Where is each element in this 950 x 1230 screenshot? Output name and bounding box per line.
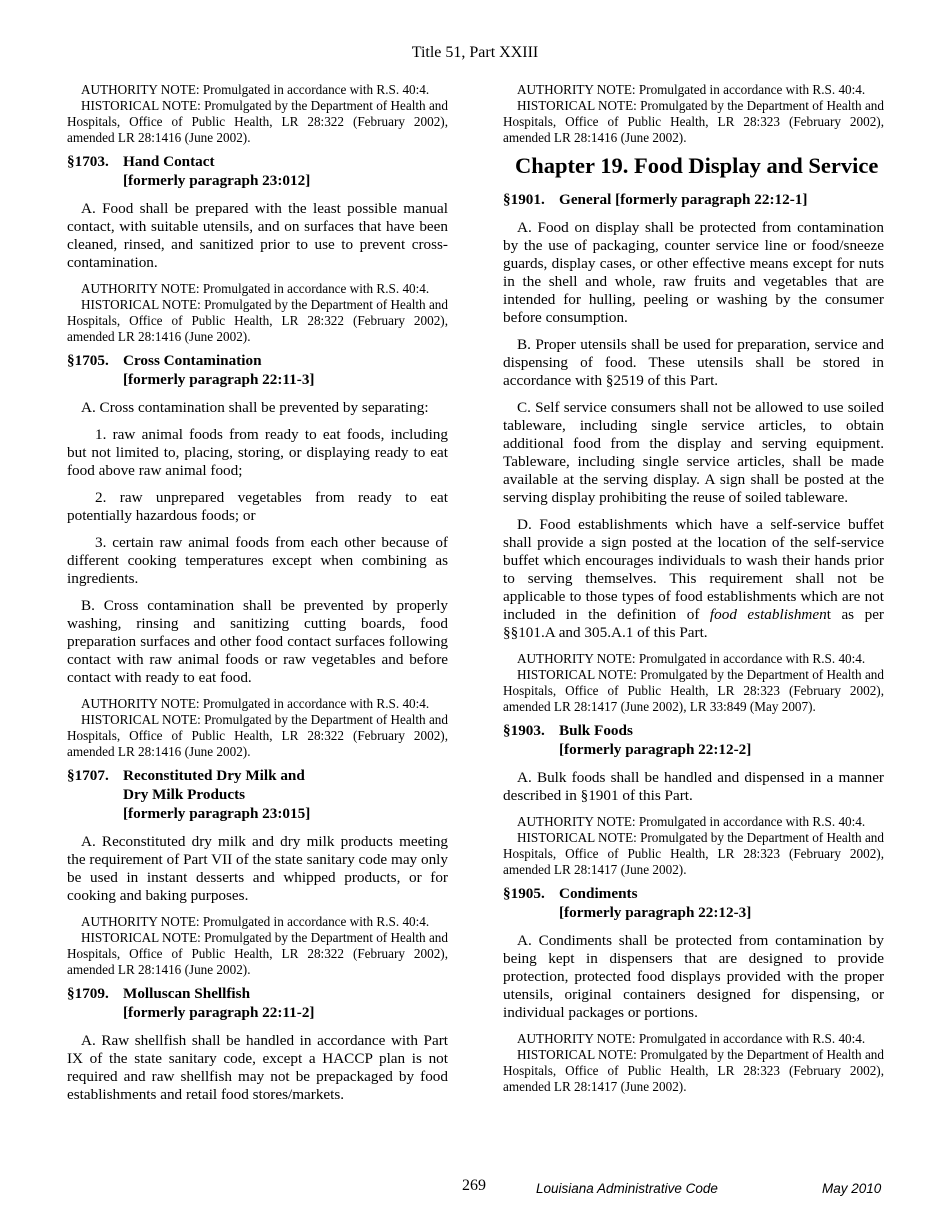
paragraph: C. Self service consumers shall not be allowed to use soiled tableware, including single service articles, to obtain additional food from the display and serving equipment. Tableware, including single service articles, shall be made available at the serving display. A sign shall be posted at the serving display prohibiting the reuse of soiled tableware. — [503, 399, 884, 506]
section-title-line: [formerly paragraph 22:11-2] — [123, 1004, 315, 1021]
authority-note: AUTHORITY NOTE: Promulgated in accordance with R.S. 40:4. — [517, 814, 866, 829]
section-number: §1905. — [503, 885, 545, 902]
publication-date: May 2010 — [822, 1181, 882, 1196]
note-group — [503, 814, 884, 878]
section-title-line: Bulk Foods — [559, 722, 633, 739]
section-title — [123, 351, 315, 389]
section-number: §1703. — [67, 153, 109, 170]
chapter-heading: Chapter 19. Food Display and Service — [515, 153, 879, 178]
section-title — [123, 766, 310, 823]
section-title-line: Condiments — [559, 885, 638, 902]
section-title-line: Molluscan Shellfish — [123, 985, 251, 1002]
section-number: §1705. — [67, 352, 109, 369]
historical-note: HISTORICAL NOTE: Promulgated by the Department of Health and Hospitals, Office of Public Health, LR 28:322 (February 2002), amended LR 28:1416 (June 2002). — [67, 98, 448, 145]
page-header-title: Title 51, Part XXIII — [411, 44, 539, 61]
section-number: §1901. — [503, 191, 545, 208]
right-column — [503, 82, 884, 1101]
section-heading-1705 — [67, 351, 448, 389]
paragraph: A. Condiments shall be protected from contamination by being kept in dispensers that are designed to provide protection, protected food displays provided with the proper utensils, original containers designed for dispensing, or individual packages or portions. — [503, 932, 884, 1021]
section-number: §1707. — [67, 767, 109, 784]
authority-note: AUTHORITY NOTE: Promulgated in accordance with R.S. 40:4. — [517, 651, 866, 666]
italic-term: food establishmen — [709, 606, 827, 623]
section-title-line: Cross Contamination — [123, 352, 262, 369]
authority-note: AUTHORITY NOTE: Promulgated in accordance with R.S. 40:4. — [517, 82, 866, 97]
paragraph: A. Reconstituted dry milk and dry milk products meeting the requirement of Part VII of the state sanitary code may only be used in instant desserts and whipped products, or for cooking and baking purposes. — [67, 833, 448, 904]
list-paragraph: 1. raw animal foods from ready to eat foods, including but not limited to, placing, storing, or displaying ready to eat food above raw animal food; — [67, 426, 448, 479]
note-group — [503, 1031, 884, 1095]
page-number: 269 — [462, 1177, 486, 1194]
section-heading-1903 — [503, 721, 884, 759]
historical-note: HISTORICAL NOTE: Promulgated by the Department of Health and Hospitals, Office of Public Health, LR 28:323 (February 2002), amended LR 28:1417 (June 2002). — [503, 830, 884, 877]
list-paragraph: 3. certain raw animal foods from each other because of different cooking temperatures except when combining as ingredients. — [67, 534, 448, 587]
authority-note: AUTHORITY NOTE: Promulgated in accordance with R.S. 40:4. — [81, 82, 430, 97]
section-heading-1709 — [67, 984, 448, 1022]
paragraph: B. Proper utensils shall be used for preparation, service and dispensing of food. These utensils shall be stored in accordance with §2519 of this Part. — [503, 336, 884, 389]
section-title-line: General [formerly paragraph 22:12-1] — [559, 191, 808, 208]
section-title-line: [formerly paragraph 22:12-2] — [559, 741, 752, 758]
publication-name: Louisiana Administrative Code — [536, 1181, 718, 1196]
historical-note: HISTORICAL NOTE: Promulgated by the Department of Health and Hospitals, Office of Public Health, LR 28:323 (February 2002), amended LR 28:1416 (June 2002). — [503, 98, 884, 145]
paragraph: A. Food on display shall be protected from contamination by the use of packaging, counter service line or food/sneeze guards, display cases, or other effective means except for nuts in the shell and whole, raw fruits and vegetables that are intended for hulling, peeling or washing by the consumer before consumption. — [503, 219, 884, 326]
section-title-line: [formerly paragraph 23:015] — [123, 805, 311, 822]
note-group — [67, 82, 448, 146]
section-title — [559, 190, 807, 209]
historical-note: HISTORICAL NOTE: Promulgated by the Department of Health and Hospitals, Office of Public Health, LR 28:323 (February 2002), amended LR 28:1417 (June 2002), LR 33:849 (May 2007). — [503, 667, 884, 714]
paragraph: B. Cross contamination shall be prevented by properly washing, rinsing and sanitizing cutting boards, food preparation surfaces and other food contact surfaces following contact with raw animal foods or raw vegetables and before contact with ready to eat food. — [67, 597, 448, 686]
section-title-line: Dry Milk Products — [123, 786, 246, 803]
section-title — [123, 984, 315, 1022]
section-number: §1709. — [67, 985, 109, 1002]
historical-note: HISTORICAL NOTE: Promulgated by the Department of Health and Hospitals, Office of Public Health, LR 28:322 (February 2002), amended LR 28:1416 (June 2002). — [67, 712, 448, 759]
section-title — [123, 152, 310, 190]
section-number: §1903. — [503, 722, 545, 739]
authority-note: AUTHORITY NOTE: Promulgated in accordance with R.S. 40:4. — [81, 281, 430, 296]
authority-note: AUTHORITY NOTE: Promulgated in accordance with R.S. 40:4. — [517, 1031, 866, 1046]
section-heading-1905 — [503, 884, 884, 922]
section-title-line: [formerly paragraph 22:12-3] — [559, 904, 752, 921]
section-title-line: Reconstituted Dry Milk and — [123, 767, 305, 784]
paragraph: A. Cross contamination shall be prevented by separating: — [81, 399, 429, 416]
section-heading-1901 — [503, 190, 884, 209]
section-title-line: [formerly paragraph 22:11-3] — [123, 371, 315, 388]
note-group — [67, 914, 448, 978]
section-heading-1707 — [67, 766, 448, 823]
paragraph-text: t as per §§101.A and 305.A.1 of this Part. — [503, 606, 884, 641]
list-paragraph: 2. raw unprepared vegetables from ready to eat potentially hazardous foods; or — [67, 489, 448, 524]
section-title-line: [formerly paragraph 23:012] — [123, 172, 311, 189]
left-column — [67, 82, 448, 1113]
note-group — [67, 281, 448, 345]
section-title-line: Hand Contact — [123, 153, 215, 170]
authority-note: AUTHORITY NOTE: Promulgated in accordance with R.S. 40:4. — [81, 696, 430, 711]
paragraph-text: D. Food establishments which have a self-service buffet shall provide a sign posted at the location of the self-service buffet which encourages individuals to wash their hands prior to serving themselves. This requirement shall not be applicable to those types of food establishments which are not included in the definition of — [503, 516, 884, 623]
authority-note: AUTHORITY NOTE: Promulgated in accordance with R.S. 40:4. — [81, 914, 430, 929]
note-group — [503, 651, 884, 715]
section-heading-1703 — [67, 152, 448, 190]
historical-note: HISTORICAL NOTE: Promulgated by the Department of Health and Hospitals, Office of Public Health, LR 28:322 (February 2002), amended LR 28:1416 (June 2002). — [67, 930, 448, 977]
paragraph: A. Raw shellfish shall be handled in accordance with Part IX of the state sanitary code, except a HACCP plan is not required and raw shellfish may not be prepackaged by food establishments and retail food stores/markets. — [67, 1032, 448, 1103]
note-group — [67, 696, 448, 760]
historical-note: HISTORICAL NOTE: Promulgated by the Department of Health and Hospitals, Office of Public Health, LR 28:322 (February 2002), amended LR 28:1416 (June 2002). — [67, 297, 448, 344]
historical-note: HISTORICAL NOTE: Promulgated by the Department of Health and Hospitals, Office of Public Health, LR 28:323 (February 2002), amended LR 28:1417 (June 2002). — [503, 1047, 884, 1094]
note-group — [503, 82, 884, 146]
section-title — [559, 884, 751, 922]
paragraph: A. Bulk foods shall be handled and dispensed in a manner described in §1901 of this Part. — [503, 769, 884, 804]
paragraph — [503, 516, 884, 642]
paragraph: A. Food shall be prepared with the least possible manual contact, with suitable utensils, and on surfaces that have been cleaned, rinsed, and sanitized prior to use to prevent cross-contamination. — [67, 200, 448, 271]
section-title — [559, 721, 751, 759]
